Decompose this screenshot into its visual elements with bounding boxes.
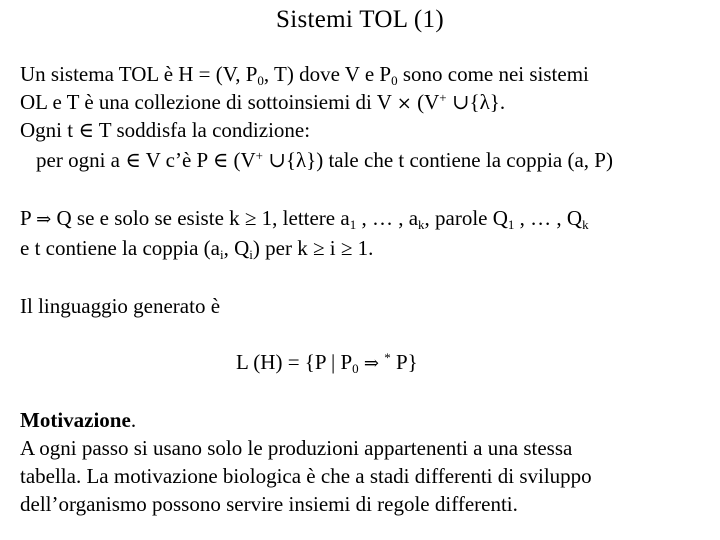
derive-arrow-icon: ⇒ [36, 209, 52, 230]
derivation-line-2: e t contiene la coppia ($a_i$, $Q_i$) per k ≥ i ≥ 1. [20, 236, 374, 262]
motivation-line-3: dell’organismo possono servire insiemi di regole differenti. [20, 492, 518, 516]
motivation-heading: Motivazione. [20, 408, 137, 432]
derivation-line-1: P ⇒ Q se e solo se esiste k ≥ 1, lettere $a_1$ , … , $a_k$, parole $Q_1$ , … , $Q_k$ [20, 206, 589, 232]
language-intro: Il linguaggio generato è [20, 294, 221, 318]
language-formula: L (H) = {P | $P_0$ ⇒ * P} [236, 350, 418, 376]
definition-line-4: per ogni a ∈ V c’è P ∈ (V+ ∪{λ}) tale che t contiene la coppia (a, P) [36, 148, 613, 172]
definition-line-2: OL e T è una collezione di sottoinsiemi di V × (V+ ∪{λ}. [20, 90, 506, 114]
times-symbol: × [396, 93, 412, 114]
definition-line-1: Un sistema TOL è H = (V, $P_0$, T) dove V e $P_0$ sono come nei sistemi [20, 62, 589, 88]
motivation-line-1: A ogni passo si usano solo le produzioni appartenenti a una stessa [20, 436, 573, 460]
definition-line-3: Ogni t ∈ T soddisfa la condizione: [20, 118, 311, 142]
slide-title: Sistemi TOL (1) [276, 6, 444, 33]
motivation-line-2: tabella. La motivazione biologica è che a stadi differenti di sviluppo [20, 464, 592, 488]
derive-star-arrow-icon: ⇒ [363, 353, 379, 374]
